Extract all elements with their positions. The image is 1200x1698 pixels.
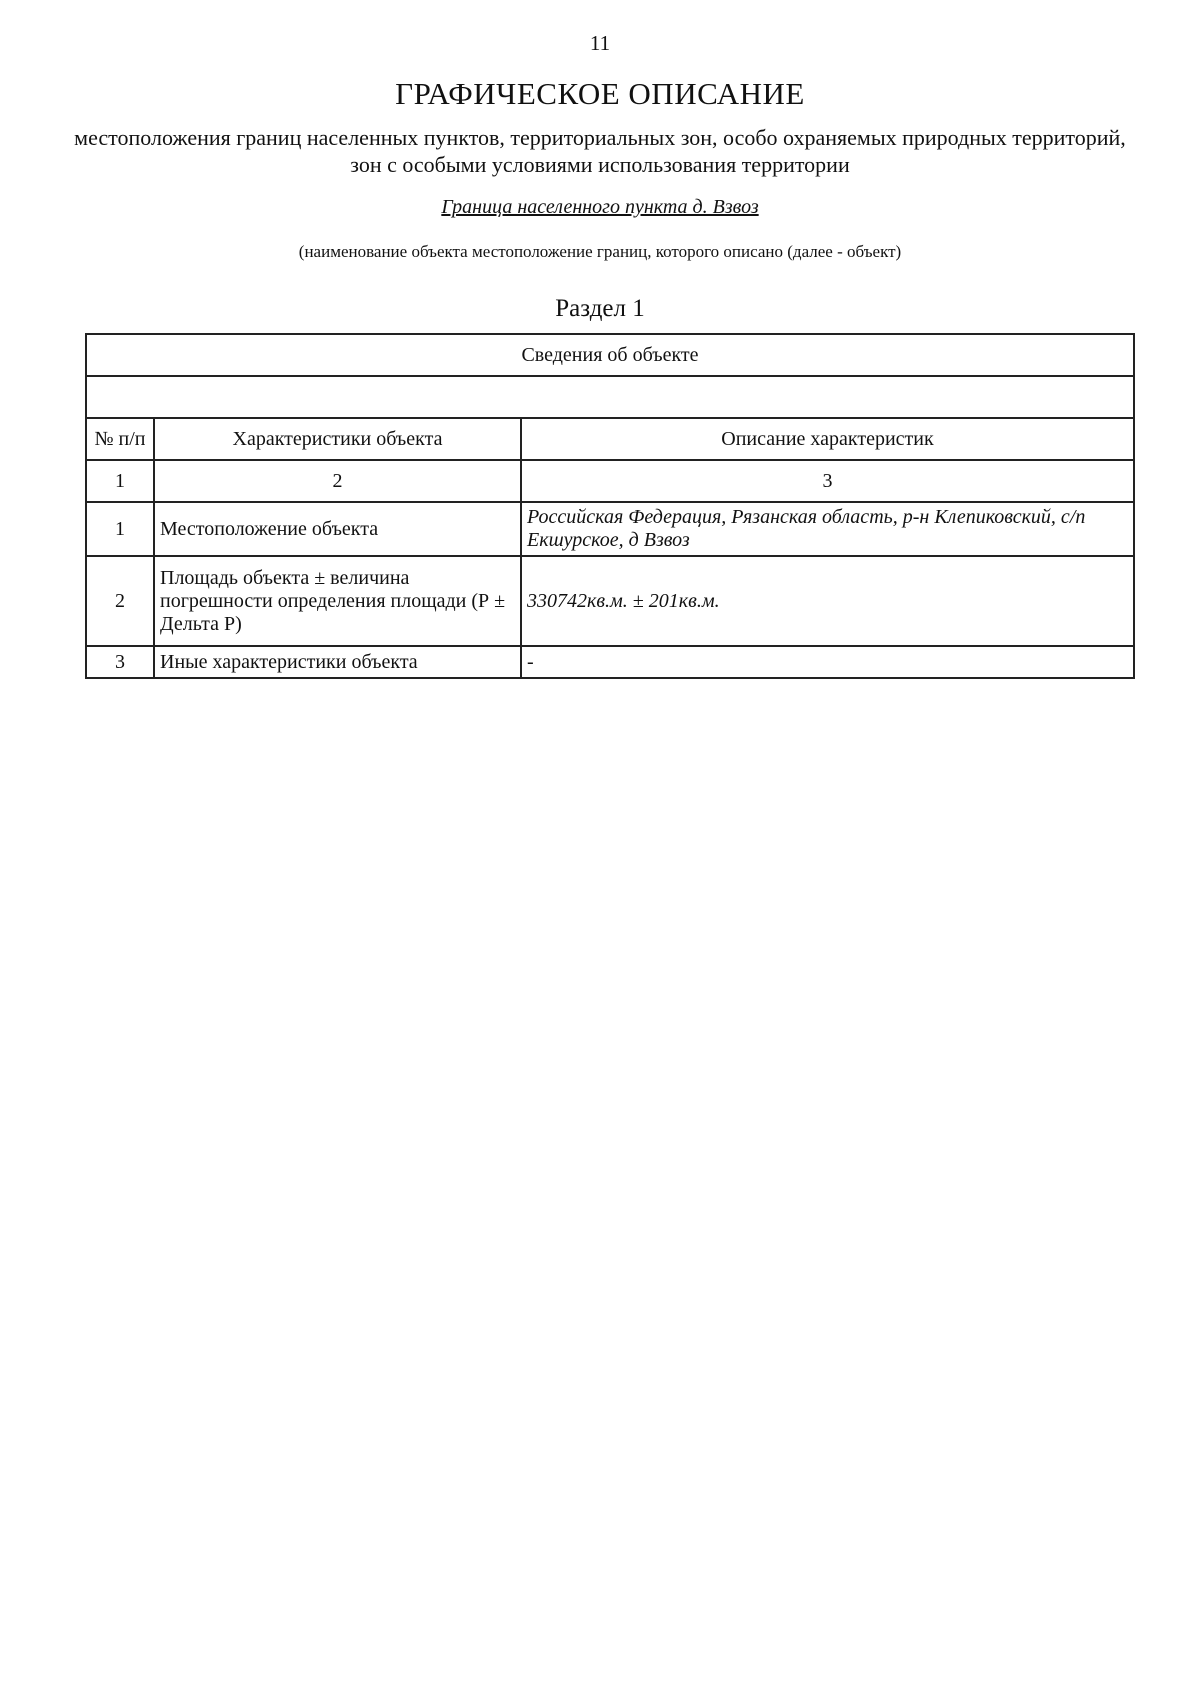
section-title: Раздел 1 [555,295,645,322]
row-number-cell: 2 [86,556,154,646]
object-name-text: Граница населенного пункта д. Взвоз [441,196,759,218]
page-number: 11 [589,31,611,55]
characteristic-cell: Местоположение объекта [154,502,521,556]
row-number-cell: 1 [86,502,154,556]
column-number-row [86,460,1134,502]
table-row [86,556,1134,646]
column-number-cell: 1 [86,460,154,502]
table-caption-row [86,334,1134,376]
description-cell: Российская Федерация, Рязанская область, р-н Клепиковский, с/п Екшурское, д Взвоз [521,502,1134,556]
column-number-cell: 3 [521,460,1134,502]
object-info-table [85,333,1135,679]
table-row [86,646,1134,678]
object-name [0,196,1200,219]
table-header-row [86,418,1134,460]
column-number-cell: 2 [154,460,521,502]
empty-cell [86,376,1134,418]
description-cell: 330742кв.м. ± 201кв.м. [521,556,1134,646]
description-cell: - [521,646,1134,678]
header-cell: Характеристики объекта [154,418,521,460]
header-cell: Описание характеристик [521,418,1134,460]
row-number-cell: 3 [86,646,154,678]
document-title: ГРАФИЧЕСКОЕ ОПИСАНИЕ [395,76,805,111]
table-caption: Сведения об объекте [86,334,1134,376]
table-row [86,502,1134,556]
object-name-hint: (наименование объекта местоположение границ, которого описано (далее - объект) [298,242,902,261]
characteristic-cell: Площадь объекта ± величина погрешности определения площади (Р ± Дельта Р) [154,556,521,646]
header-cell: № п/п [86,418,154,460]
characteristic-cell: Иные характеристики объекта [154,646,521,678]
table-empty-row [86,376,1134,418]
document-subtitle: местоположения границ населенных пунктов, территориальных зон, особо охраняемых природных территорий, зон с особыми условиями использования территории [74,125,1126,177]
